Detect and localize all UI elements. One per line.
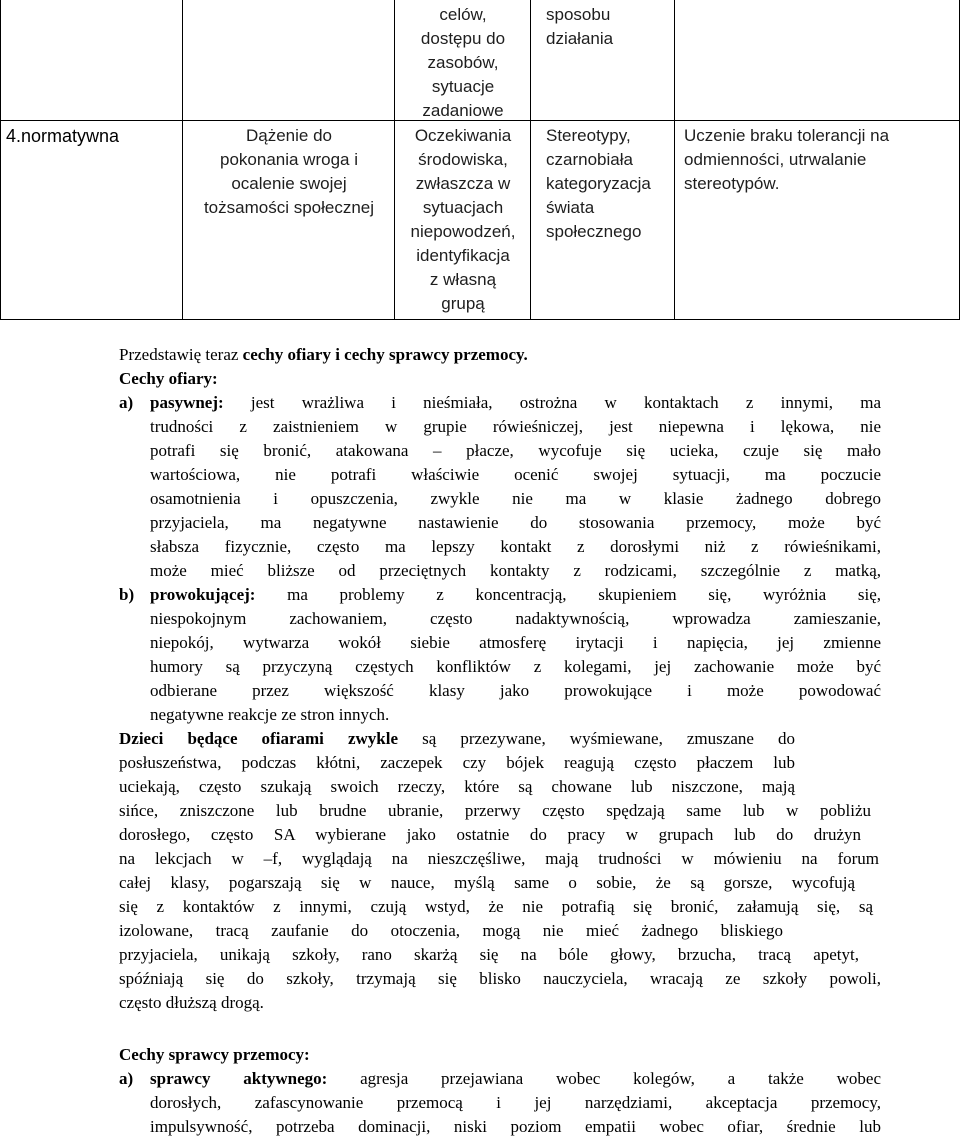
list-text: ma problemy z koncentracją, skupieniem się, wyróżnia się, <box>287 585 881 604</box>
list-item-first-line <box>119 1067 881 1091</box>
intro-paragraph <box>119 343 881 391</box>
paragraph-line: się z kontaktów z innymi, czują wstyd, że nie potrafią się bronić, załamują się, są <box>119 897 873 916</box>
table-cell-expectations <box>395 124 531 316</box>
cell-line: zwłaszcza w <box>415 174 511 193</box>
table-cell-type <box>6 124 119 148</box>
cell-line: pokonania wroga i <box>220 150 358 169</box>
paragraph-line: uciekają, często szukają swoich rzeczy, które są chowane lub niszczone, mają <box>119 777 795 796</box>
paragraph-text: są przezywane, wyśmiewane, zmuszane do <box>422 729 795 748</box>
victim-passive-item <box>119 391 881 583</box>
list-text-line: osamotnienia i opuszczenia, zwykle nie ma w klasie żadnego dobrego <box>150 489 881 508</box>
cell-line: środowiska, <box>418 150 508 169</box>
list-text-line: może mieć bliższe od przeciętnych kontakty z rodzicami, szczególnie z matką, <box>150 561 881 580</box>
paragraph-line: często dłuższą drogą. <box>119 993 264 1012</box>
list-text-line: odbierane przez większość klasy jako prowokujące i może powodować <box>150 681 881 700</box>
cell-line: Stereotypy, <box>546 126 631 145</box>
perpetrator-heading-line <box>119 1043 881 1067</box>
paragraph-line: izolowane, tracą zaufanie do otoczenia, mogą nie mieć żadnego bliskiego <box>119 921 783 940</box>
typology-table <box>0 0 960 320</box>
intro-lead: Przedstawię teraz <box>119 345 243 364</box>
paragraph-line: całej klasy, pogarszają się w nauce, myślą same o sobie, że są gorsze, wycofują <box>119 873 855 892</box>
table-cell-method <box>546 124 651 244</box>
list-text-line: potrafi się bronić, atakowana – płacze, wycofuje się ucieka, czuje się mało <box>150 441 881 460</box>
cell-line: zadaniowe <box>422 101 504 120</box>
paragraph-line: na lekcjach w –f, wyglądają na nieszczęśliwe, mają trudności w mówieniu na forum <box>119 849 879 868</box>
list-label: a) <box>119 393 134 412</box>
table-col-type <box>0 0 183 320</box>
table-cell-aim <box>183 124 395 220</box>
victim-children-paragraph <box>119 727 881 1015</box>
victim-provocative-item <box>119 583 881 727</box>
cell-line: stereotypów. <box>684 174 780 193</box>
list-term: prowokującej: <box>150 585 256 604</box>
cell-line: grupą <box>441 294 485 313</box>
paragraph-line: dorosłego, często SA wybierane jako ostatnie do pracy w grupach lub do drużyn <box>119 825 861 844</box>
paragraph-line: przyjaciela, unikają szkoły, rano skarżą się na bóle głowy, brzucha, tracą apetyt, <box>119 945 859 964</box>
list-text-line: humory są przyczyną częstych konfliktów z kolegami, jej zachowanie może być <box>150 657 881 676</box>
victim-heading: Cechy ofiary: <box>119 369 218 388</box>
cell-line: 4.normatywna <box>6 126 120 146</box>
cell-line: społecznego <box>546 222 642 241</box>
cell-line: kategoryzacja <box>546 174 651 193</box>
cell-line: celów, <box>439 5 487 24</box>
list-text-line: przyjaciela, ma negatywne nastawienie do stosowania przemocy, może być <box>150 513 881 532</box>
paragraph-line: sińce, zniszczone lub brudne ubranie, przerwy często spędzają same lub w pobliżu <box>119 801 871 820</box>
perpetrator-section <box>119 1043 881 1139</box>
list-text: agresja przejawiana wobec kolegów, a także wobec <box>360 1069 881 1088</box>
list-text-line: negatywne reakcje ze stron innych. <box>150 705 390 724</box>
cell-line: działania <box>546 29 614 48</box>
intro-line <box>119 343 881 367</box>
cell-line: świata <box>546 198 595 217</box>
cell-line: Dążenie do <box>245 126 332 145</box>
cell-line: sytuacjach <box>422 198 504 217</box>
list-text-line: słabsza fizycznie, często ma lepszy kontakt z dorosłymi niż z rówieśnikami, <box>150 537 881 556</box>
cell-line: identyfikacja <box>416 246 510 265</box>
paragraph-emphasis: Dzieci będące ofiarami zwykle <box>119 729 398 748</box>
cell-line: sytuacje <box>431 77 495 96</box>
cell-line: Oczekiwania <box>414 126 512 145</box>
perpetrator-heading: Cechy sprawcy przemocy: <box>119 1045 310 1064</box>
cell-line: tożsamości społecznej <box>203 198 375 217</box>
victim-heading-line <box>119 367 881 391</box>
list-label: a) <box>119 1069 134 1088</box>
cell-line: ocalenie swojej <box>231 174 347 193</box>
list-term: sprawcy aktywnego: <box>150 1069 328 1088</box>
list-text-line: wartościowa, nie potrafi właściwie ocenić swojej sytuacji, ma poczucie <box>150 465 881 484</box>
cell-line: sposobu <box>546 5 611 24</box>
table-bottom-border <box>0 319 960 320</box>
cell-line: zasobów, <box>427 53 499 72</box>
list-item-first-line <box>119 391 881 415</box>
table-cell-prev-method <box>546 3 613 51</box>
list-text: jest wrażliwa i nieśmiała, ostrożna w kontaktach z innymi, ma <box>250 393 881 412</box>
table-cell-prev-expectations <box>395 3 531 123</box>
list-text-line: trudności z zaistnieniem w grupie rówieśniczej, jest niepewna i lękowa, nie <box>150 417 881 436</box>
list-term: pasywnej: <box>150 393 224 412</box>
list-text-line: niepokój, wytwarza wokół siebie atmosferę irytacji i napięcia, jej zmienne <box>150 633 881 652</box>
cell-line: niepowodzeń, <box>410 222 516 241</box>
list-text-line: impulsywność, potrzeba dominacji, niski poziom empatii wobec ofiar, średnie lub <box>150 1117 881 1136</box>
cell-line: Uczenie braku tolerancji na <box>684 126 890 145</box>
cell-line: czarnobiała <box>546 150 633 169</box>
list-text-line: niespokojnym zachowaniem, często nadaktywnością, wprowadza zamieszanie, <box>150 609 881 628</box>
list-item-first-line <box>119 583 881 607</box>
cell-line: dostępu do <box>420 29 506 48</box>
list-label: b) <box>119 585 135 604</box>
cell-line: z własną <box>429 270 497 289</box>
list-text-line: dorosłych, zafascynowanie przemocą i jej narzędziami, akceptacja przemocy, <box>150 1093 881 1112</box>
paragraph-line: posłuszeństwa, podczas kłótni, zaczepek czy bójek reagują często płaczem lub <box>119 753 795 772</box>
paragraph-line: spóźniają się do szkoły, trzymają się blisko nauczyciela, wracają ze szkoły powoli, <box>119 969 881 988</box>
paragraph-first-line <box>119 727 795 751</box>
table-cell-effect <box>684 124 889 196</box>
intro-emphasis: cechy ofiary i cechy sprawcy przemocy. <box>242 345 528 364</box>
cell-line: odmienności, utrwalanie <box>684 150 867 169</box>
